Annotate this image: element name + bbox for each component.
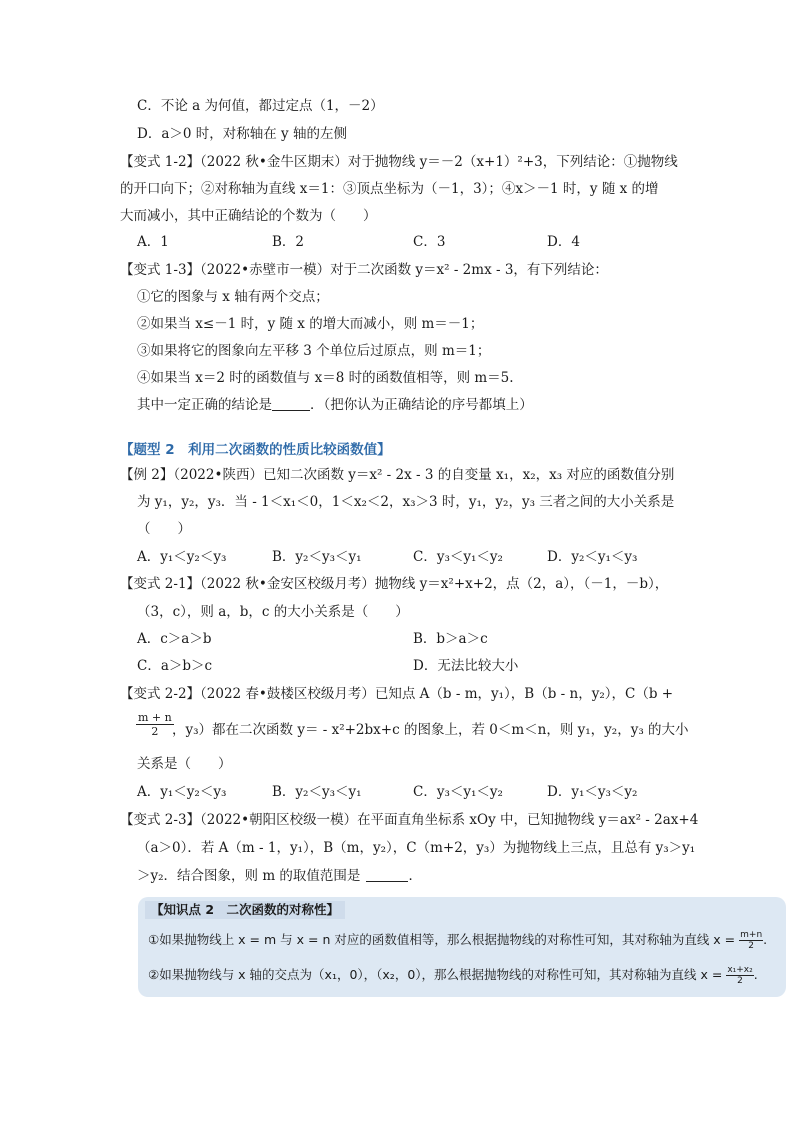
knowledge-line-2: [148, 965, 758, 986]
kfrac1-numerator: m+n: [740, 930, 763, 940]
ex2-option-a: A．y₁＜y₂＜y₃: [137, 549, 227, 565]
knowledge-fraction-2: [726, 965, 753, 986]
variant-1-3-item-4: ④如果当 x＝2 时的函数值与 x＝8 时的函数值相等，则 m＝5.: [137, 370, 514, 386]
knowledge-line-1-text: ①如果抛物线上 x = m 与 x = n 对应的函数值相等，那么根据抛物线的对称性可知，其对称轴为直线 x =: [148, 932, 736, 947]
ex2-option-d: D．y₂＜y₁＜y₃: [547, 549, 638, 565]
range-prompt: ＞y₂．结合图象，则 m 的取值范围是: [137, 868, 361, 884]
ex2-option-c: C．y₃＜y₁＜y₂: [413, 549, 503, 565]
knowledge-line-1: [148, 930, 767, 951]
v22-option-c: C．y₃＜y₁＜y₂: [413, 784, 503, 800]
variant-2-3-line-2: （a＞0）．若 A（m - 1，y₁），B（m，y₂），C（m+2，y₃）为抛物线上三点，且总有 y₃＞y₁: [137, 840, 696, 856]
variant-1-3-item-1: ①它的图象与 x 轴有两个交点；: [137, 289, 329, 305]
knowledge-title: 【知识点 2 二次函数的对称性】: [145, 901, 345, 919]
v21-option-d: D．无法比较大小: [413, 658, 519, 674]
knowledge-line-2-end: .: [753, 967, 758, 982]
v21-option-b: B．b＞a＞c: [413, 631, 488, 647]
range-period: ．: [408, 868, 422, 884]
fraction-m-plus-n-over-2: [136, 711, 174, 738]
variant-2-1-line-1: 【变式 2-1】（2022 秋•金安区校级月考）抛物线 y＝x²+x+2，点（2，a），（－1，－b），: [120, 576, 669, 592]
variant-1-3-item-2: ②如果当 x≤－1 时，y 随 x 的增大而减小，则 m＝－1；: [137, 316, 484, 332]
example-2-line-1: 【例 2】（2022•陕西）已知二次函数 y＝x² - 2x - 3 的自变量 x₁，x₂，x₃ 对应的函数值分别: [120, 467, 675, 483]
example-2-line-3: （ ）: [137, 521, 191, 537]
variant-1-3-line-1: 【变式 1-3】（2022•赤壁市一模）对于二次函数 y＝x² - 2mx - 3，有下列结论：: [120, 262, 608, 278]
kfrac2-denominator: 2: [737, 976, 743, 986]
q12-option-d: D．4: [547, 234, 580, 250]
fraction-denominator: 2: [151, 725, 159, 738]
variant-2-2-line-2: ，y₃）都在二次函数 y＝ - x²+2bx+c 的图象上，若 0＜m＜n，则 y₁，y₂，y₃ 的大小: [172, 722, 689, 738]
option-c-text: C．不论 a 为何值，都过定点（1，－2）: [137, 98, 384, 114]
v21-option-a: A．c＞a＞b: [137, 631, 212, 647]
variant-1-3-answer-line: [137, 395, 533, 415]
example-2-line-2: 为 y₁，y₂，y₃．当 - 1＜x₁＜0，1＜x₂＜2，x₃＞3 时，y₁，y₂，y₃ 三者之间的大小关系是: [137, 494, 675, 510]
v22-option-d: D．y₁＜y₃＜y₂: [547, 784, 638, 800]
variant-1-2-line-2: 的开口向下；②对称轴为直线 x＝1：③顶点坐标为（－1，3）；④x＞－1 时，y 随 x 的增: [120, 181, 659, 197]
variant-2-1-line-2: （3，c），则 a，b，c 的大小关系是（ ）: [137, 604, 409, 620]
kfrac1-denominator: 2: [748, 941, 755, 951]
variant-2-3-line-1: 【变式 2-3】（2022•朝阳区校级一模）在平面直角坐标系 xOy 中，已知抛物线 y＝ax² - 2ax+4: [120, 812, 699, 828]
q12-option-b: B．2: [272, 234, 305, 250]
variant-1-3-item-3: ③如果将它的图象向左平移 3 个单位后过原点，则 m＝1；: [137, 343, 491, 359]
variant-2-2-line-1: 【变式 2-2】（2022 春•鼓楼区校级月考）已知点 A（b - m，y₁），B（b - n，y₂），C（b +: [120, 686, 674, 702]
q12-option-a: A．1: [137, 234, 169, 250]
knowledge-fraction-1: [739, 930, 763, 951]
v22-option-b: B．y₂＜y₃＜y₁: [272, 784, 362, 800]
q12-option-c: C．3: [413, 234, 446, 250]
variant-1-2-line-1: 【变式 1-2】（2022 秋•金牛区期末）对于抛物线 y＝－2（x+1）²+3，下列结论：①抛物线: [120, 154, 678, 170]
knowledge-line-2-text: ②如果抛物线与 x 轴的交点为（x₁，0），（x₂，0），那么根据抛物线的对称性可知，其对称轴为直线 x =: [148, 967, 723, 982]
variant-1-2-line-3: 大而减小，其中正确结论的个数为（ ）: [120, 208, 377, 224]
ex2-option-b: B．y₂＜y₃＜y₁: [272, 549, 362, 565]
fraction-numerator: m + n: [138, 711, 172, 724]
section-heading-type-2: 【题型 2 利用二次函数的性质比较函数值】: [120, 442, 391, 458]
knowledge-line-1-end: .: [763, 932, 768, 947]
answer-hint: ．（把你认为正确结论的序号都填上）: [310, 397, 533, 413]
option-d-text: D．a＞0 时，对称轴在 y 轴的左侧: [137, 126, 347, 142]
variant-2-3-line-3: [137, 866, 422, 886]
v22-option-a: A．y₁＜y₂＜y₃: [137, 784, 227, 800]
answer-prompt: 其中一定正确的结论是: [137, 397, 272, 413]
v21-option-c: C．a＞b＞c: [137, 658, 213, 674]
answer-blank[interactable]: [272, 396, 310, 411]
range-answer-blank[interactable]: [366, 867, 408, 882]
variant-2-2-line-3: 关系是（ ）: [137, 756, 232, 772]
kfrac2-numerator: x₁+x₂: [727, 965, 753, 975]
